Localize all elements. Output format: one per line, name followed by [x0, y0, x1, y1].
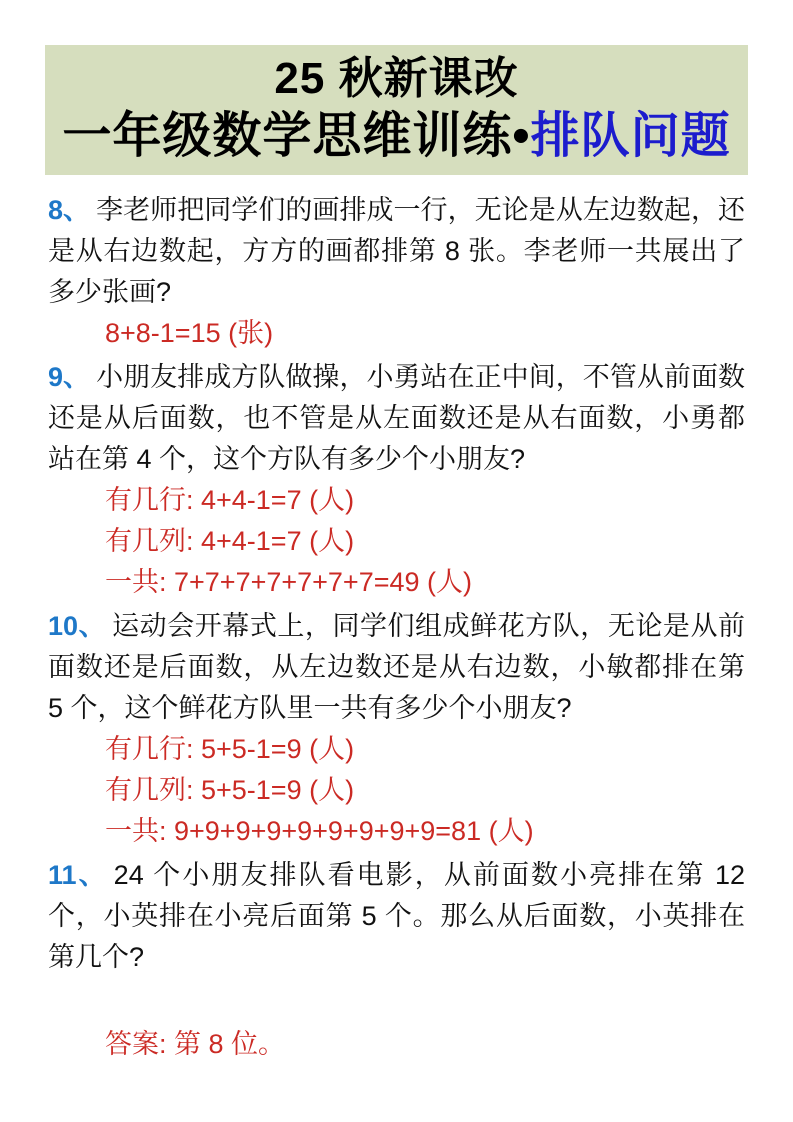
worksheet-content	[48, 190, 745, 1065]
title-line-2-black: 一年级数学思维训练•	[62, 109, 531, 163]
question-10-number: 10、	[48, 611, 107, 641]
question-10-answer-rows: 有几行: 5+5-1=9 (人)	[105, 734, 355, 764]
question-9-answer-total: 一共: 7+7+7+7+7+7+7=49 (人)	[105, 567, 473, 597]
question-11-number: 11、	[48, 860, 108, 890]
question-10	[48, 606, 745, 852]
title-line-2	[45, 107, 748, 165]
question-9-number: 9、	[48, 362, 91, 392]
question-10-answer-cols: 有几列: 5+5-1=9 (人)	[105, 775, 355, 805]
question-9	[48, 357, 745, 603]
question-10-text: 运动会开幕式上，同学们组成鲜花方队，无论是从前面数还是后面数，从左边数还是从右边数，小敏都排在第 5 个，这个鲜花方队里一共有多少个小朋友?	[48, 611, 745, 723]
question-9-answer-cols: 有几列: 4+4-1=7 (人)	[105, 526, 355, 556]
question-8-number: 8、	[48, 195, 91, 225]
question-8	[48, 190, 745, 354]
question-11-text-line	[48, 855, 745, 978]
question-8-text-line	[48, 190, 745, 313]
question-10-text-line	[48, 606, 745, 729]
question-10-answer-total: 一共: 9+9+9+9+9+9+9+9+9=81 (人)	[105, 816, 534, 846]
title-line-2-highlight: 排队问题	[530, 109, 731, 163]
question-8-text: 李老师把同学们的画排成一行，无论是从左边数起，还是从右边数起，方方的画都排第 8 张。李老师一共展出了多少张画?	[48, 195, 745, 307]
title-banner	[45, 45, 748, 175]
question-11	[48, 855, 745, 1065]
question-11-answer: 答案: 第 8 位。	[105, 1029, 286, 1059]
question-8-answer: 8+8-1=15 (张)	[105, 318, 274, 348]
question-9-answer-rows: 有几行: 4+4-1=7 (人)	[105, 485, 355, 515]
title-line-1: 25 秋新课改	[274, 54, 519, 103]
question-11-text: 24 个小朋友排队看电影，从前面数小亮排在第 12 个，小英排在小亮后面第 5 个。那么从后面数，小英排在第几个?	[48, 860, 745, 972]
question-9-text-line	[48, 357, 745, 480]
question-9-text: 小朋友排成方队做操，小勇站在正中间，不管从前面数还是从后面数，也不管是从左面数还是从右面数，小勇都站在第 4 个，这个方队有多少个小朋友?	[48, 362, 745, 474]
